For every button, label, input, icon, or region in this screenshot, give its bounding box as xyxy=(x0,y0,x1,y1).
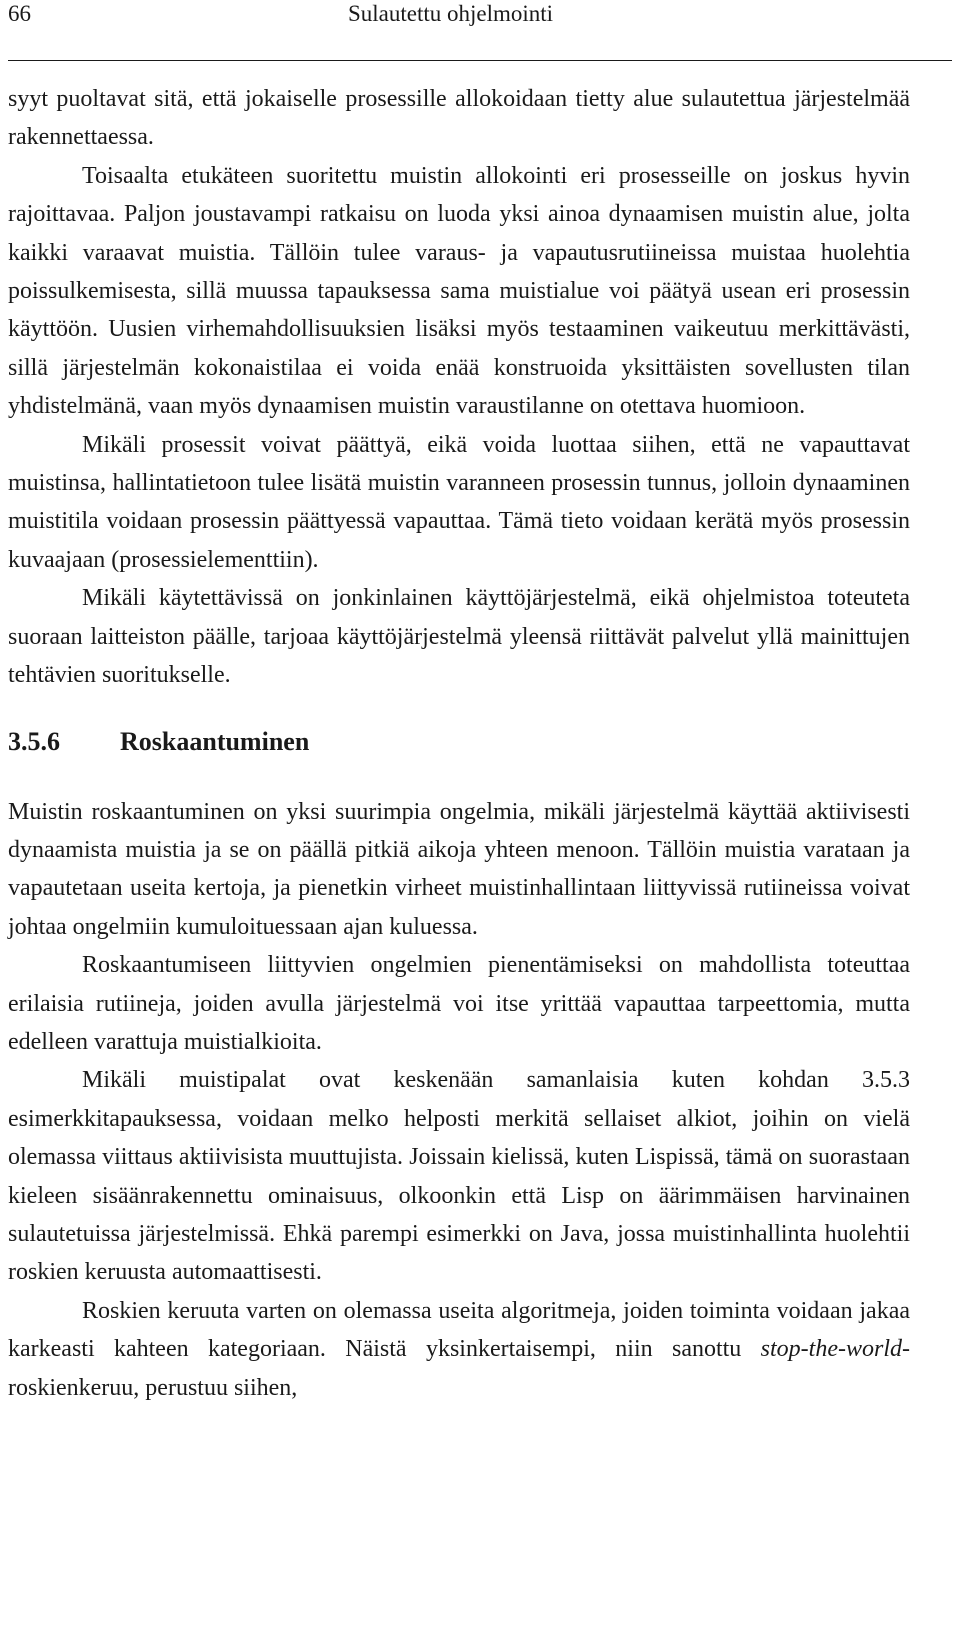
paragraph: syyt puoltavat sitä, että jokaiselle prosessille allokoidaan tietty alue sulautettua järjestelmää rakennettaessa. xyxy=(8,86,910,151)
last-paragraph-end: -roskienkeruu, perustuu siihen, xyxy=(8,1336,910,1401)
paragraph: Mikäli prosessit voivat päättyä, eikä voida luottaa siihen, että ne vapauttavat muistinsa, hallintatietoon tulee lisätä muistin varanneen prosessin tunnus, jolloin dynaaminen muistitila voidaan prosessin päättyessä vapauttaa. Tämä tieto voidaan kerätä myös prosessin kuvaajaan (prosessielementtiin). xyxy=(8,431,910,573)
page-header xyxy=(8,0,952,40)
last-paragraph-start: Roskien keruuta varten on olemassa useita algoritmeja, joiden toiminta voidaan jakaa karkeasti kahteen kategoriaan. Näistä yksinkertaisempi, niin sanottu xyxy=(8,1297,910,1363)
body-text xyxy=(8,80,910,1407)
header-rule xyxy=(8,60,952,61)
section-heading xyxy=(8,725,910,759)
paragraph: Roskaantumiseen liittyvien ongelmien pienentämiseksi on mahdollista toteuttaa erilaisia rutiineja, joiden avulla järjestelmä voi itse yrittää vapauttaa tarpeettomia, mutta edelleen varattuja muistialkioita. xyxy=(8,952,910,1055)
emphasized-term: stop-the-world xyxy=(760,1336,902,1363)
paragraph: Muistin roskaantuminen on yksi suurimpia ongelmia, mikäli järjestelmä käyttää aktiivisesti dynaamista muistia ja se on päällä pitkiä aikoja yhteen menoon. Tällöin muistia varataan ja vapautetaan useita kertoja, ja pienetkin virheet muistinhallintaan liittyvissä rutiineissa voivat johtaa ongelmiin kumuloituessaan ajan kuluessa. xyxy=(8,798,910,940)
section-number: 3.5.6 xyxy=(8,726,60,756)
paragraph: Mikäli muistipalat ovat keskenään samanlaisia kuten kohdan 3.5.3 esimerkkitapauksessa, voidaan melko helposti merkitä sellaiset alkiot, joihin on vielä olemassa viittaus aktiivisista muuttujista. Joissain kielissä, kuten Lispissä, tämä on suorastaan kieleen sisäänrakennettu ominaisuus, olkoonkin että Lisp on äärimmäisen harvinainen sulautetuissa järjestelmissä. Ehkä parempi esimerkki on Java, jossa muistinhallinta huolehtii roskien keruusta automaattisesti. xyxy=(8,1067,910,1286)
last-paragraph xyxy=(8,1292,910,1407)
paragraph: Mikäli käytettävissä on jonkinlainen käyttöjärjestelmä, eikä ohjelmistoa toteuteta suoraan laitteiston päälle, tarjoaa käyttöjärjestelmä yleensä riittävät palvelut yllä mainittujen tehtävien suoritukselle. xyxy=(8,585,910,689)
running-title: Sulautettu ohjelmointi xyxy=(348,1,554,26)
page-number: 66 xyxy=(8,1,31,26)
section-title: Roskaantuminen xyxy=(120,726,310,756)
paragraph: Toisaalta etukäteen suoritettu muistin allokointi eri prosesseille on joskus hyvin rajoittavaa. Paljon joustavampi ratkaisu on luoda yksi ainoa dynaamisen muistin alue, jolta kaikki varaavat muistia. Tällöin tulee varaus- ja vapautusrutiineissa muistaa huolehtia poissulkemisesta, sillä muussa tapauksessa sama muistialue voi päätyä usean eri prosessin käyttöön. Uusien virhemahdollisuuksien lisäksi myös testaaminen vaikeutuu merkittävästi, sillä järjestelmän kokonaistilaa ei voida enää konstruoida yksittäisten sovellusten tilan yhdistelmänä, vaan myös dynaamisen muistin varaustilanne on otettava huomioon. xyxy=(8,162,910,420)
